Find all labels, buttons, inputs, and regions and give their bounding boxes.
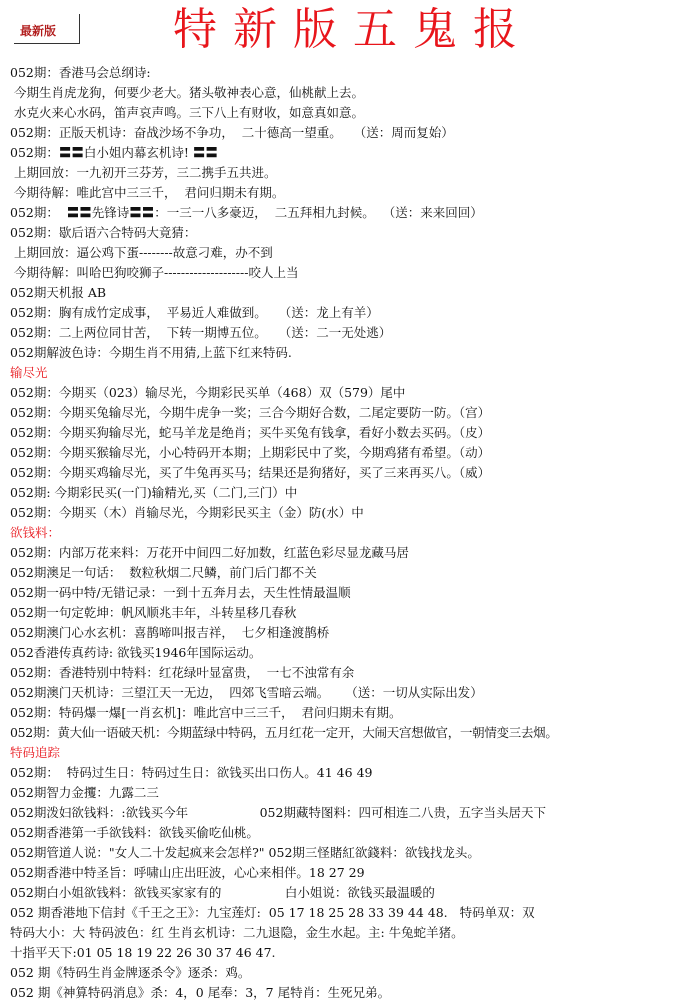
text-line: 052期：内部万花来料：万花开中间四二好加数，红蓝色彩尽显龙藏马居 bbox=[10, 545, 409, 560]
text-line: 052期澳门心水玄机：喜鹊啼叫报吉祥， 七夕相逢渡鹊桥 bbox=[10, 625, 330, 640]
text-line: 今期待解：叫哈巴狗咬狮子--------------------咬人上当 bbox=[10, 265, 299, 280]
document-body bbox=[10, 63, 685, 1003]
text-line: 052 期香港地下信封《千王之王》：九宝莲灯: 05 17 18 25 28 33 39 44 48. 特码单双：双 bbox=[10, 905, 535, 920]
text-line: 052期香港第一手欲钱料：欲钱买偷吃仙桃。 bbox=[10, 825, 259, 840]
text-line: 052 期《神算特码消息》杀：4，0 尾奉：3，7 尾特肖：生死兄弟。 bbox=[10, 985, 391, 1000]
text-line: 052期：特码爆一爆[一肖玄机]：唯此宫中三三千， 君问归期未有期。 bbox=[10, 705, 402, 720]
text-line: 052期：胸有成竹定成事， 平易近人难做到。 （送：龙上有羊） bbox=[10, 305, 379, 320]
section-heading: 特码追踪 bbox=[10, 745, 61, 760]
text-line: 052期：香港特别中特料：红花绿叶显富贵， 一七不浊常有余 bbox=[10, 665, 355, 680]
text-line: 上期回放：逼公鸡下蛋--------故意刁难，办不到 bbox=[10, 245, 273, 260]
text-line: 052期: 今期彩民买(一门)输精光,买（二门,三门）中 bbox=[10, 485, 298, 500]
text-line: 052期泼妇欲钱料：:欲钱买今年 052期藏特图料：四可相连二八贵，五字当头居天下 bbox=[10, 805, 546, 820]
text-line: 十指平天下:01 05 18 19 22 26 30 37 46 47. bbox=[10, 945, 276, 960]
text-line: 特码大小：大 特码波色：红 生肖玄机诗：二九退隐，金生水起。主: 牛兔蛇羊猪。 bbox=[10, 925, 464, 940]
text-line: 052期：黄大仙一语破天机：今期蓝绿中特码，五月红花一定开，大闹天宫想做官，一朝情变三去烟。 bbox=[10, 725, 558, 740]
text-line: 052 期《特码生肖金牌逐杀令》逐杀：鸡。 bbox=[10, 965, 251, 980]
text-line: 052期：〓〓白小姐内幕玄机诗! 〓〓 bbox=[10, 145, 218, 160]
text-line: 052期白小姐欲钱料：欲钱买家家有的 白小姐说：欲钱买最温暖的 bbox=[10, 885, 435, 900]
text-line: 052期澳门天机诗：三望江天一无边， 四郊飞雪暗云端。 （送：一切从实际出发） bbox=[10, 685, 483, 700]
text-line: 052期一码中特/无错记录：一到十五奔月去，天生性情最温顺 bbox=[10, 585, 351, 600]
text-line: 052期智力金攫：九露二三 bbox=[10, 785, 159, 800]
text-line: 052期天机报 AB bbox=[10, 285, 107, 300]
text-line: 052期：二上两位同甘苦， 下转一期博五位。 （送：二一无处逃） bbox=[10, 325, 392, 340]
text-line: 水克火来心水码，笛声哀声鸣。三下八上有财收，如意真如意。 bbox=[10, 105, 364, 120]
text-line: 052期：正版天机诗：奋战沙场不争功， 二十德高一望重。 （送：周而复始） bbox=[10, 125, 454, 140]
section-heading: 输尽光 bbox=[10, 365, 48, 380]
text-line: 052期解波色诗：今期生肖不用猜,上蓝下红来特码. bbox=[10, 345, 292, 360]
text-line: 今期待解：唯此宫中三三千， 君问归期未有期。 bbox=[10, 185, 285, 200]
section-heading: 欲钱料： bbox=[10, 525, 61, 540]
text-line: 052期： 特码过生日：特码过生日：欲钱买出口伤人。41 46 49 bbox=[10, 765, 373, 780]
text-line: 上期回放：一九初开三芬芳，三二携手五共进。 bbox=[10, 165, 277, 180]
text-line: 052期：今期买猴输尽光，小心特码开本期；上期彩民中了奖，今期鸡猪有希望。（动） bbox=[10, 445, 491, 460]
text-line: 052期：今期买狗输尽光，蛇马羊龙是绝肖；买牛买兔有钱拿，看好小数去买码。（皮） bbox=[10, 425, 491, 440]
text-line: 052期：今期买兔输尽光，今期牛虎争一奖；三合今期好合数，二尾定要防一防。（宫） bbox=[10, 405, 491, 420]
text-line: 052期：歇后语六合特码大竟猜： bbox=[10, 225, 197, 240]
text-line: 052期：香港马会总纲诗: bbox=[10, 65, 151, 80]
text-line: 052香港传真药诗: 欲钱买1946年国际运动。 bbox=[10, 645, 262, 660]
text-line: 052期澳足一句话： 数粒秋烟二尺鳞，前门后门都不关 bbox=[10, 565, 317, 580]
text-line: 052期： 〓〓先锋诗〓〓：一三一八多豪迈， 二五拜相九封候。 （送：来来回回） bbox=[10, 205, 483, 220]
text-line: 052期管道人说："女人二十发起疯来会怎样?" 052期三怪賭紅欲錢料：欲钱找龙头。 bbox=[10, 845, 480, 860]
text-line: 052期香港中特圣旨：呼啸山庄出旺波，心心来相伴。18 27 29 bbox=[10, 865, 365, 880]
text-line: 今期生肖虎龙狗，何要少老大。猪头敬神表心意，仙桃献上去。 bbox=[10, 85, 364, 100]
edition-badge-label: 最新版 bbox=[20, 24, 57, 38]
text-line: 052期：今期买（木）肖输尽光，今期彩民买主（金）防(水）中 bbox=[10, 505, 364, 520]
text-line: 052期一句定乾坤：帆风顺兆丰年，斗转星移几春秋 bbox=[10, 605, 297, 620]
text-line: 052期：今期买（023）输尽光，今期彩民买单（468）双（579）尾中 bbox=[10, 385, 406, 400]
text-line: 052期：今期买鸡输尽光，买了牛兔再买马；结果还是狗猪好，买了三来再买八。（威） bbox=[10, 465, 491, 480]
page-title: 特新版五鬼报 bbox=[173, 4, 533, 55]
